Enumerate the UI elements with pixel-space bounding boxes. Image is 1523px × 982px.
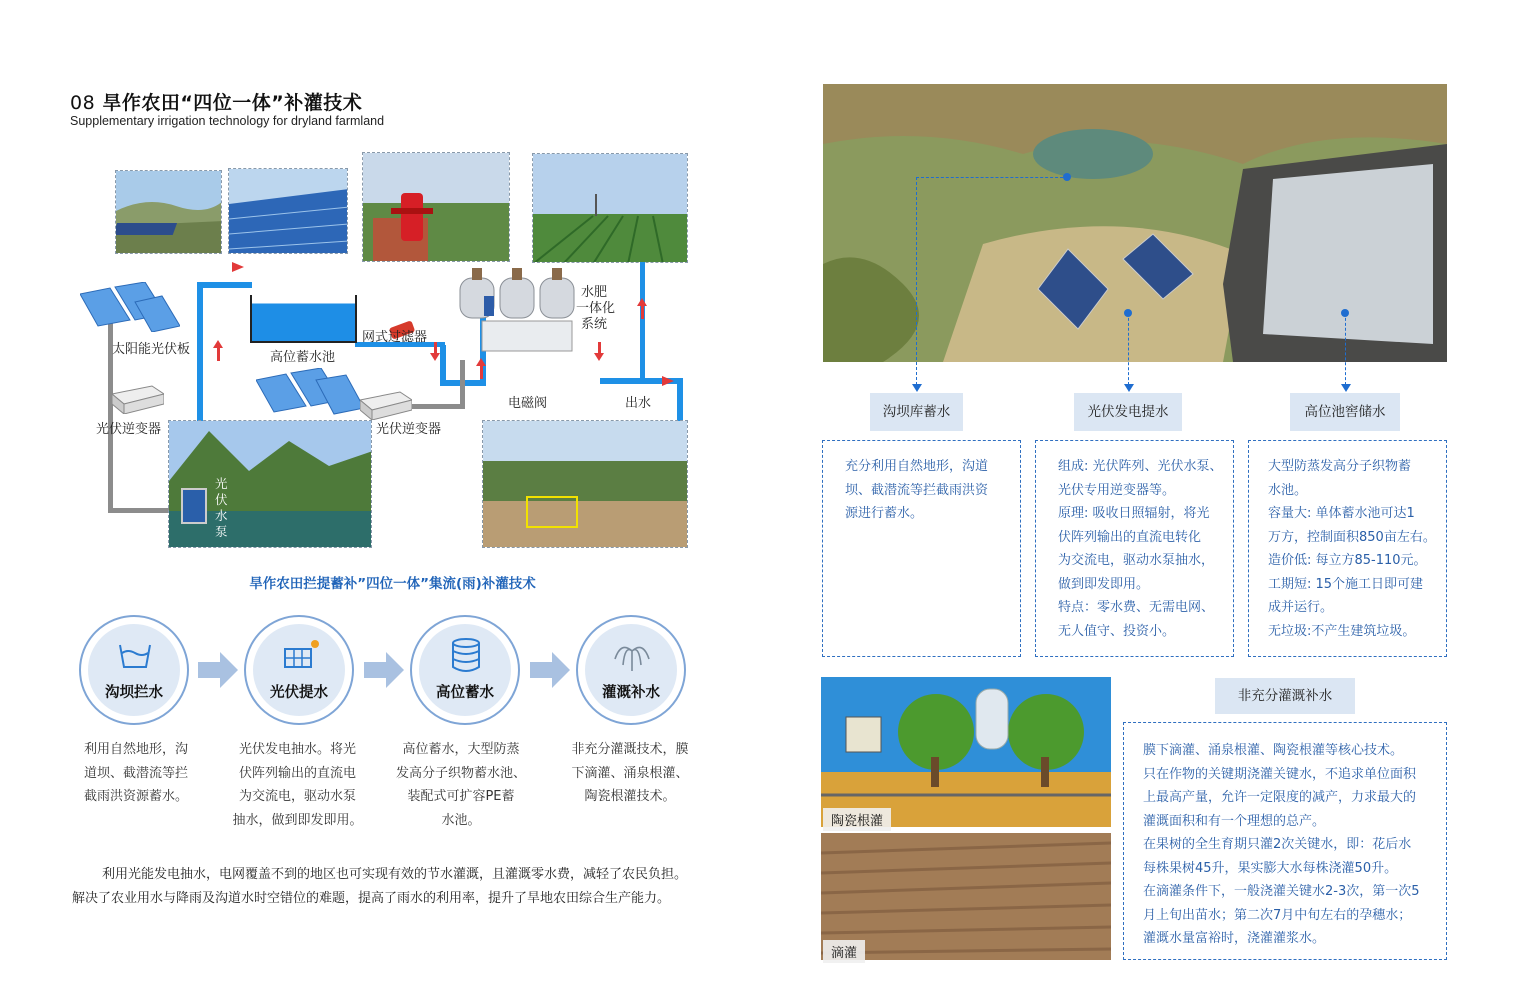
photo-field-tower — [532, 153, 688, 263]
summary-line-1: 利用光能发电抽水，电网覆盖不到的地区也可实现有效的节水灌溉，且灌溉零水费，减轻了农民负担。 — [102, 867, 688, 882]
info-box-high-pool: 大型防蒸发高分子织物蓄 水池。 容量大: 单体蓄水池可达1 万方，控制面积850亩左右。 造价低: 每立方85-110元。 工期短: 15个施工日即可建 成并运行。 无垃圾:不产生建筑垃圾。 — [1248, 440, 1447, 657]
chevron-right-icon — [364, 652, 404, 688]
process-desc-dam: 利用自然地形，沟 道坝、截潜流等拦 截雨洪资源蓄水。 — [83, 742, 188, 804]
high-tank-label: 高位蓄水池 — [270, 350, 336, 365]
chevron-right-icon — [530, 652, 570, 688]
process-title: 灌溉补水 — [602, 685, 660, 701]
storage-tank-icon — [445, 637, 487, 675]
inverter-label-2: 光伏逆变器 — [376, 422, 442, 437]
info-box-solar: 组成: 光伏阵列、光伏水泵、 光伏专用逆变器等。 原理: 吸收日照辐射，将光 伏阵列输出的直流电转化 为交流电，驱动水泵抽水， 做到即发即用。 特点：零水费、无需电网、 无人值守、投资小。 — [1035, 440, 1234, 657]
photo-orchard-irrigation — [482, 420, 688, 548]
process-circle-storage — [410, 615, 520, 725]
process-circle-dam — [79, 615, 189, 725]
outlet-label: 出水 — [625, 396, 652, 411]
process-desc-storage: 高位蓄水，大型防蒸 发高分子织物蓄水池、 装配式可扩容PE蓄 水池。 — [395, 742, 526, 828]
tag-solar-pumping: 光伏发电提水 — [1074, 393, 1182, 431]
basin-icon — [114, 637, 156, 675]
solar-panel-icon — [279, 637, 321, 675]
high-tank-icon — [250, 295, 357, 343]
inverter-icon — [360, 390, 412, 420]
solar-panel-array-icon — [80, 282, 180, 332]
photo-ceramic-root-irrigation — [821, 677, 1111, 827]
filter-label: 网式过滤器 — [362, 330, 428, 345]
process-title: 光伏提水 — [270, 685, 328, 701]
process-circle-irrigation — [576, 615, 686, 725]
page-title: 08 旱作农田“四位一体”补灌技术 — [70, 92, 363, 114]
chevron-right-icon — [198, 652, 238, 688]
fertigation-system-icon — [458, 266, 586, 366]
sprinkler-icon — [611, 637, 653, 675]
summary-line-2: 解决了农业用水与降雨及沟道水时空错位的难题，提高了雨水的利用率，提升了旱地农田综合生产能力。 — [72, 891, 671, 906]
caption-drip: 滴灌 — [823, 940, 865, 963]
pump-label-1: 光 — [215, 476, 228, 491]
solar-panel-label: 太阳能光伏板 — [112, 342, 191, 357]
tag-deficit-irrigation: 非充分灌溉补水 — [1215, 678, 1355, 714]
pump-label-2: 伏 — [215, 492, 228, 507]
page-subtitle: Supplementary irrigation technology for dryland farmland — [70, 114, 385, 128]
process-title: 高位蓄水 — [436, 685, 494, 701]
fertigation-label-2: 一体化 — [576, 301, 616, 316]
photo-filter-machine — [362, 152, 510, 262]
pump-label-3: 水 — [215, 508, 228, 523]
info-box-deficit-irrigation: 膜下滴灌、涌泉根灌、陶瓷根灌等核心技术。 只在作物的关键期浇灌关键水，不追求单位面积 上最高产量，允许一定限度的减产，力求最大的 灌溉面积和有一个理想的总产。 在果树的全生育期只灌2次关键水，即：花后水 每株果树45升，果实膨大水每株浇灌50升。 在滴灌条件下，一般浇灌关键水2-3次，第一次5 月上旬出苗水；第二次7月中旬左右的孕穗水； 灌溉水量富裕时，浇灌灌浆水。 — [1123, 722, 1447, 960]
photo-reservoir-pump — [168, 420, 372, 548]
info-box-dam: 充分利用自然地形，沟道 坝、截潜流等拦截雨洪资 源进行蓄水。 — [822, 440, 1021, 657]
caption-ceramic-root: 陶瓷根灌 — [823, 808, 891, 831]
photo-solar-panels — [228, 168, 348, 254]
inverter-label-1: 光伏逆变器 — [96, 422, 162, 437]
solenoid-label: 电磁阀 — [508, 396, 548, 411]
solar-panel-array-icon — [256, 368, 366, 416]
diagram-caption: 旱作农田拦提蓄补”四位一体”集流(雨)补灌技术 — [249, 576, 536, 592]
process-title: 沟坝拦水 — [105, 685, 163, 701]
tag-high-pool: 高位池窖储水 — [1290, 393, 1400, 431]
pump-label-4: 泵 — [215, 524, 228, 539]
inverter-icon — [112, 384, 164, 414]
process-desc-irrigation: 非充分灌溉技术，膜 下滴灌、涌泉根灌、 陶瓷根灌技术。 — [571, 742, 689, 804]
process-circle-solar — [244, 615, 354, 725]
process-desc-solar: 光伏发电抽水。将光 伏阵列输出的直流电 为交流电，驱动水泵 抽水，做到即发即用。 — [232, 742, 363, 828]
fertigation-label-1: 水肥 — [581, 285, 608, 300]
pump-icon — [181, 488, 207, 524]
photo-solar-field — [115, 170, 222, 254]
fertigation-label-3: 系统 — [581, 317, 608, 332]
tag-dam-storage: 沟坝库蓄水 — [870, 393, 963, 431]
